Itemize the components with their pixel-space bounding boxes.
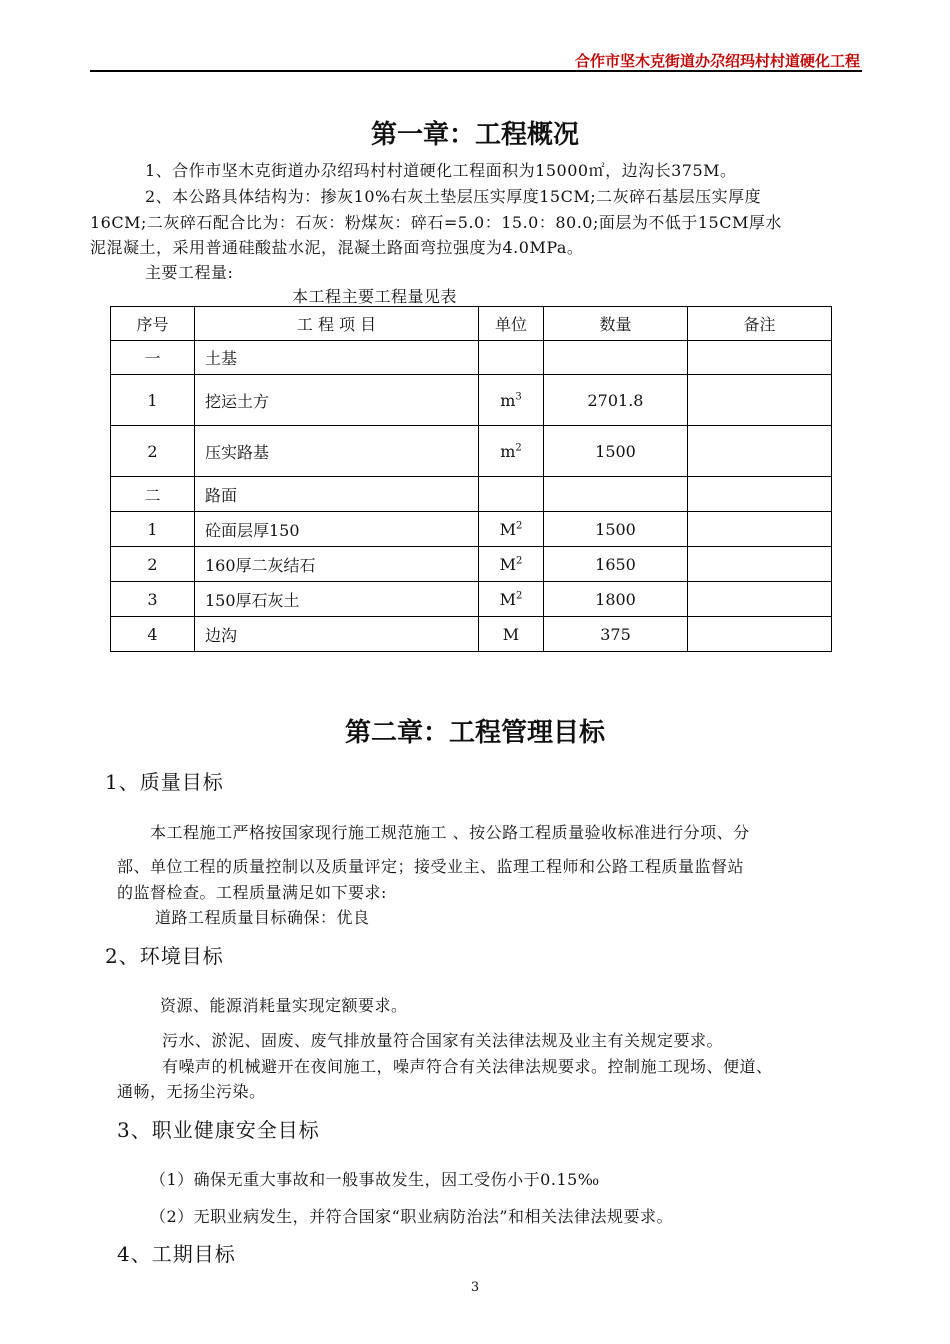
cell-note <box>688 512 832 547</box>
section3-item-1: （1）确保无重大事故和一般事故发生，因工受伤小于0.15‰ <box>150 1170 600 1189</box>
cell-qty <box>544 341 688 375</box>
cell-qty: 1650 <box>544 547 688 582</box>
cell-no: 2 <box>111 426 195 477</box>
cell-note <box>688 582 832 617</box>
cell-unit: $m^3$ <box>479 375 544 426</box>
section2-paragraph-2: 污水、淤泥、固废、废气排放量符合国家有关法律法规及业主有关规定要求。 <box>162 1031 724 1050</box>
cell-no: 4 <box>111 617 195 652</box>
cell-note <box>688 617 832 652</box>
cell-qty: 375 <box>544 617 688 652</box>
table-caption: 本工程主要工程量见表 <box>292 287 458 306</box>
cell-note <box>688 341 832 375</box>
cell-unit: $M^2$ <box>479 512 544 547</box>
cell-qty: 1800 <box>544 582 688 617</box>
section2-paragraph-3-line2: 通畅，无扬尘污染。 <box>117 1082 266 1101</box>
cell-item: 压实路基 <box>195 426 479 477</box>
cell-unit: $m^2$ <box>479 426 544 477</box>
quality-target: 道路工程质量目标确保：优良 <box>155 908 370 927</box>
page-number: 3 <box>470 1280 480 1295</box>
section2-paragraph-1: 资源、能源消耗量实现定额要求。 <box>160 996 408 1015</box>
table-row <box>111 547 832 582</box>
cell-item: 路面 <box>195 477 479 512</box>
table-row <box>111 426 832 477</box>
cell-qty: 1500 <box>544 512 688 547</box>
cell-item: 土基 <box>195 341 479 375</box>
chapter1-title: 第一章：工程概况 <box>370 120 579 150</box>
table-row <box>111 512 832 547</box>
section1-paragraph-line1: 本工程施工严格按国家现行施工规范施工 、按公路工程质量验收标准进行分项、分 <box>150 823 750 842</box>
header-title: 合作市坚木克街道办尕绍玛村村道硬化工程 <box>574 52 860 70</box>
chapter1-paragraph-2-line2: 16CM;二灰碎石配合比为：石灰：粉煤灰：碎石=5.0：15.0：80.0;面层为不低于15CM厚水 <box>90 213 782 232</box>
section2-title: 2、环境目标 <box>105 944 224 968</box>
cell-note <box>688 375 832 426</box>
header-note: 备注 <box>688 307 832 341</box>
chapter1-paragraph-2-line1: 2、本公路具体结构为：掺灰10%右灰土垫层压实厚度15CM;二灰碎石基层压实厚度 <box>145 187 762 206</box>
table-row <box>111 341 832 375</box>
cell-unit <box>479 341 544 375</box>
cell-qty <box>544 477 688 512</box>
cell-no: 3 <box>111 582 195 617</box>
cell-item: 160厚二灰结石 <box>195 547 479 582</box>
cell-no: 2 <box>111 547 195 582</box>
header-rule <box>90 70 862 72</box>
cell-item: 边沟 <box>195 617 479 652</box>
header-item: 工 程 项 目 <box>195 307 479 341</box>
section3-title: 3、职业健康安全目标 <box>117 1118 320 1142</box>
cell-note <box>688 426 832 477</box>
main-quantity-label: 主要工程量: <box>145 263 234 282</box>
cell-note <box>688 477 832 512</box>
header-no: 序号 <box>111 307 195 341</box>
header-qty: 数量 <box>544 307 688 341</box>
cell-qty: 1500 <box>544 426 688 477</box>
quantity-table <box>110 306 832 652</box>
cell-unit <box>479 477 544 512</box>
table-row <box>111 582 832 617</box>
cell-note <box>688 547 832 582</box>
cell-no: 二 <box>111 477 195 512</box>
cell-item: 挖运土方 <box>195 375 479 426</box>
section1-paragraph-line2: 部、单位工程的质量控制以及质量评定；接受业主、监理工程师和公路工程质量监督站 <box>117 857 745 876</box>
section4-title: 4、工期目标 <box>117 1242 236 1266</box>
cell-unit: M <box>479 617 544 652</box>
cell-item: 150厚石灰土 <box>195 582 479 617</box>
table-row <box>111 617 832 652</box>
header-unit: 单位 <box>479 307 544 341</box>
chapter1-paragraph-2-line3: 泥混凝土，采用普通硅酸盐水泥，混凝土路面弯拉强度为4.0MPa。 <box>90 238 584 257</box>
cell-no: 一 <box>111 341 195 375</box>
cell-unit: $M^2$ <box>479 582 544 617</box>
section2-paragraph-3-line1: 有噪声的机械避开在夜间施工，噪声符合有关法律法规要求。控制施工现场、便道、 <box>162 1057 773 1076</box>
table-row <box>111 477 832 512</box>
cell-item: 砼面层厚150 <box>195 512 479 547</box>
cell-qty: 2701.8 <box>544 375 688 426</box>
section1-title: 1、质量目标 <box>105 770 224 794</box>
chapter2-title: 第二章：工程管理目标 <box>344 718 605 748</box>
table-header-row <box>111 307 832 341</box>
section1-paragraph-line3: 的监督检查。工程质量满足如下要求: <box>117 883 387 902</box>
table-row <box>111 375 832 426</box>
cell-unit: $M^2$ <box>479 547 544 582</box>
cell-no: 1 <box>111 375 195 426</box>
cell-no: 1 <box>111 512 195 547</box>
chapter1-paragraph-1: 1、合作市坚木克街道办尕绍玛村村道硬化工程面积为15000㎡，边沟长375M。 <box>145 161 737 180</box>
section3-item-2: （2）无职业病发生，并符合国家“职业病防治法”和相关法律法规要求。 <box>150 1207 674 1226</box>
